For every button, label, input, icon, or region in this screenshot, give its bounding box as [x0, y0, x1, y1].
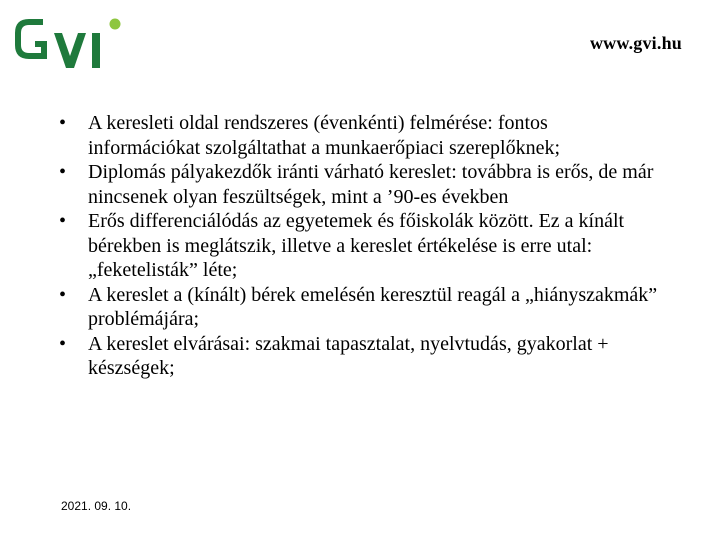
bullet-item — [58, 283, 658, 332]
logo-letter-i — [92, 33, 100, 68]
bullet-item — [58, 160, 658, 209]
gvi-logo-icon — [10, 14, 126, 72]
bullet-text: A kereslet elvárásai: szakmai tapasztalat, nyelvtudás, gyakorlat + készségek; — [88, 332, 609, 379]
logo-letter-g — [15, 19, 47, 59]
bullet-item — [58, 332, 658, 381]
bullet-text: Erős differenciálódás az egyetemek és főiskolák között. Ez a kínált bérekben is meglátszik, illetve a kereslet értékelése is erre utal: „feketelisták” léte; — [88, 210, 625, 281]
bullet-dot-icon: • — [59, 161, 67, 183]
bullet-item — [58, 111, 658, 160]
bullet-dot-icon: • — [59, 332, 67, 355]
gvi-logo-svg — [10, 14, 126, 72]
logo-letter-v — [54, 33, 86, 68]
footer-date: 2021. 09. 10. — [61, 499, 132, 513]
bullet-list — [58, 111, 658, 381]
bullet-text: A kereslet a (kínált) bérek emelésén keresztül reagál a „hiányszakmák” problémájára; — [88, 283, 658, 330]
logo-dot — [110, 19, 121, 30]
bullet-dot-icon: • — [59, 283, 67, 306]
bullet-dot-icon: • — [59, 112, 67, 134]
bullet-text: Diplomás pályakezdők iránti várható kereslet: továbbra is erős, de már nincsenek olyan feszültségek, mint a ’90-es években — [88, 161, 654, 208]
bullet-item — [58, 209, 658, 283]
bullet-dot-icon: • — [59, 210, 67, 232]
bullet-text: A keresleti oldal rendszeres (évenkénti) felmérése: fontos információkat szolgáltathat a munkaerőpiaci szereplőknek; — [88, 112, 561, 159]
site-url: www.gvi.hu — [589, 33, 682, 53]
